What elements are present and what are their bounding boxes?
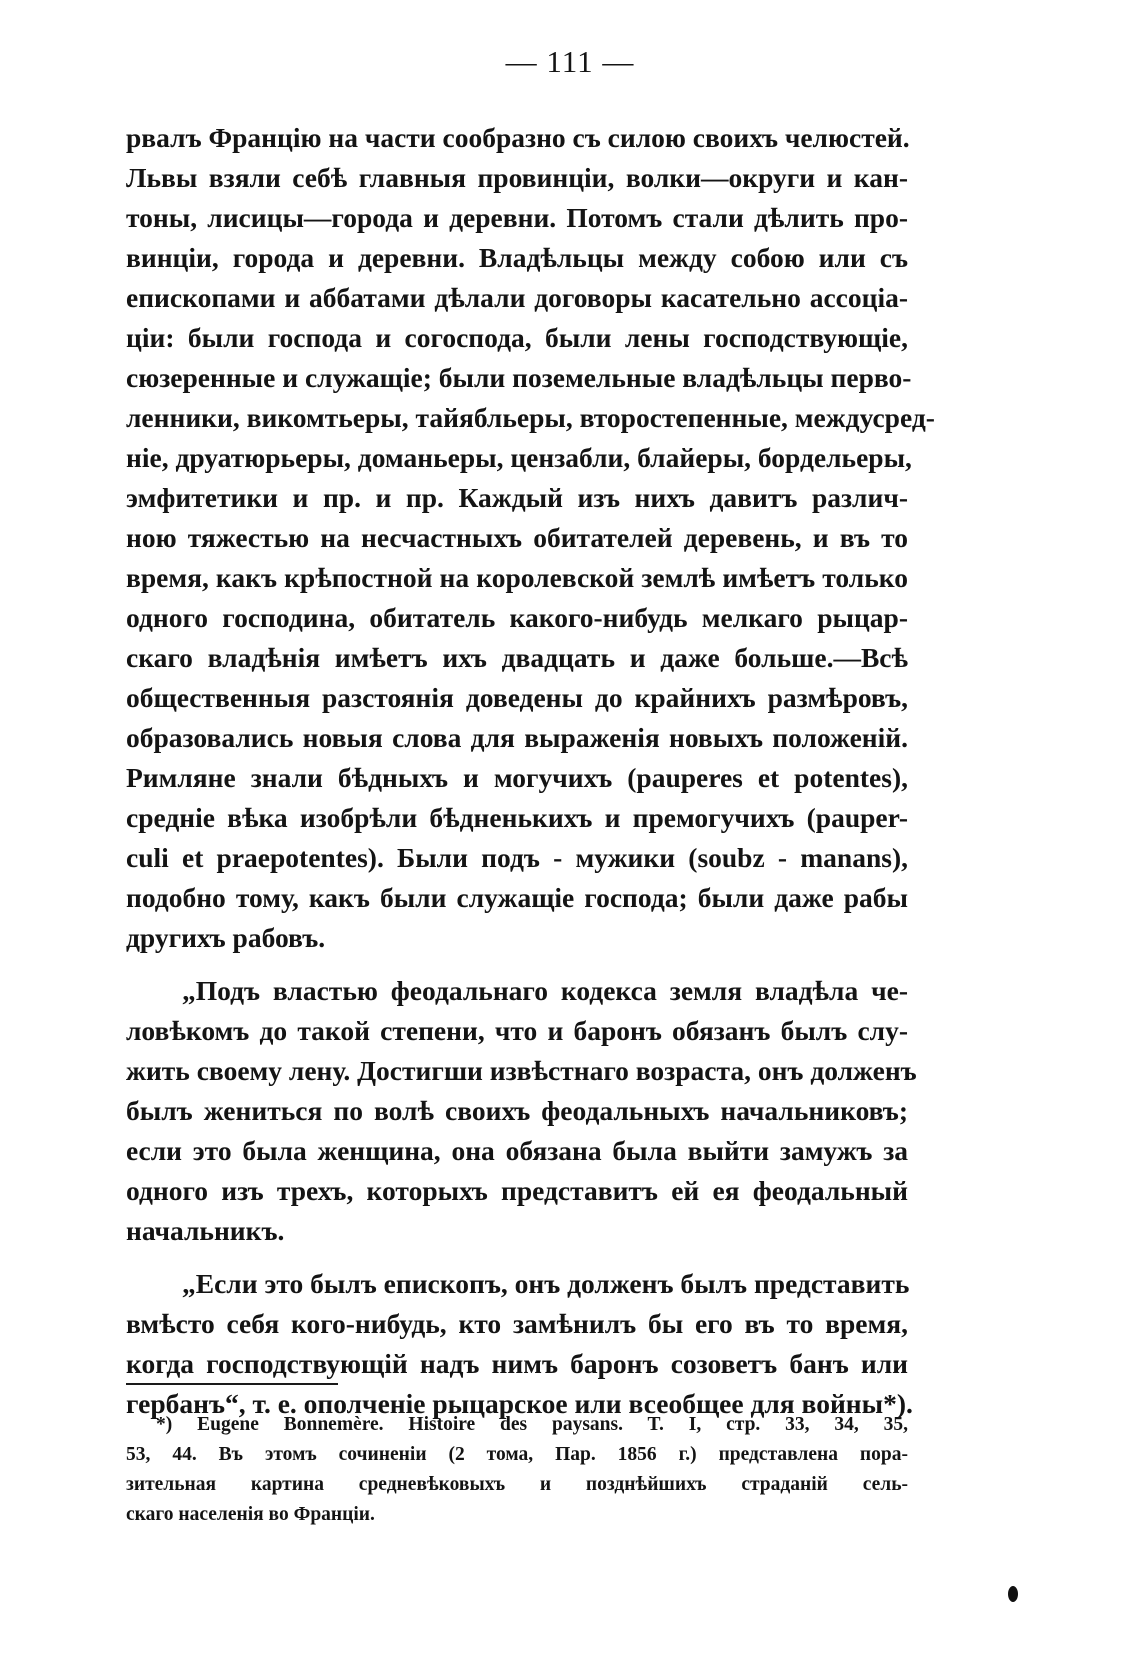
text-line: время, какъ крѣпостной на королевской землѣ имѣетъ только [126,562,908,593]
page-number: — 111 — [505,44,635,79]
text-line: „Подъ властью феодальнаго кодекса земля владѣла че- [182,975,908,1006]
text-line: ціи: были господа и согоспода, были лены господствующіе, [126,322,908,353]
footnote-line: скаго населенія во Франціи. [126,1504,375,1525]
footnote-line: зительная картина средневѣковыхъ и позднѣйшихъ страданій сель- [126,1474,908,1495]
text-line: ленники, викомтьеры, тайябльеры, второстепенные, междусред- [126,402,935,433]
footnote-separator [126,1383,338,1385]
text-line: ною тяжестью на несчастныхъ обитателей деревень, и въ то [126,522,908,553]
paragraph-gap [126,958,908,971]
text-line: одного господина, обитатель какого-нибудь мелкаго рыцар- [126,602,908,633]
text-line: одного изъ трехъ, которыхъ представитъ ей ея феодальный [126,1175,908,1206]
text-line: образовались новыя слова для выраженія новыхъ положеній. [126,722,908,753]
text-line: Римляне знали бѣдныхъ и могучихъ (pauperes et potentes), [126,762,908,793]
text-line: средніе вѣка изобрѣли бѣдненькихъ и премогучихъ (pauper- [126,802,908,833]
text-line: ніе, друатюрьеры, доманьеры, цензабли, блайеры, бордельеры, [126,442,912,473]
footnote-line: *) Eugene Bonnemère. Histoire des paysans. T. I, стр. 33, 34, 35, [156,1414,908,1435]
text-line: общественныя разстоянія доведены до крайнихъ размѣровъ, [126,682,908,713]
text-line: „Если это былъ епископъ, онъ долженъ былъ представить [182,1268,910,1299]
text-line: если это была женщина, она обязана была выйти замужъ за [126,1135,908,1166]
text-line: епископами и аббатами дѣлали договоры касательно ассоціа- [126,282,908,313]
footnote-line: 53, 44. Въ этомъ сочиненіи (2 тома, Пар. 1856 г.) представлена пора- [126,1444,908,1465]
text-line: сюзеренные и служащіе; были поземельные владѣльцы перво- [126,362,912,393]
text-line: жить своему лену. Достигши извѣстнаго возраста, онъ долженъ [126,1055,917,1086]
paragraph-2 [126,971,917,1251]
text-line: рвалъ Францію на части сообразно съ силою своихъ челюстей. [126,122,910,153]
text-line: подобно тому, какъ были служащіе господа; были даже рабы [126,882,908,913]
ink-speck [1008,1586,1018,1602]
footnote [126,1410,908,1530]
text-line: начальникъ. [126,1215,285,1246]
text-line: ловѣкомъ до такой степени, что и баронъ обязанъ былъ слу- [126,1015,908,1046]
text-line: другихъ рабовъ. [126,922,326,953]
text-line: когда господствующій надъ нимъ баронъ созоветъ банъ или [126,1348,908,1379]
paragraph-3 [126,1264,913,1424]
text-line: тоны, лисицы—города и деревни. Потомъ стали дѣлить про- [126,202,908,233]
paragraph-gap [126,1251,908,1264]
text-line: былъ жениться по волѣ своихъ феодальныхъ начальниковъ; [126,1095,908,1126]
text-line: гербанъ“, т. е. ополченіе рыцарское или всеобщее для войны*). [126,1388,913,1419]
text-line: винціи, города и деревни. Владѣльцы между собою или съ [126,242,908,273]
text-line: скаго владѣнія имѣетъ ихъ двадцать и даже больше.—Всѣ [126,642,908,673]
text-line: эмфитетики и пр. и пр. Каждый изъ нихъ давитъ различ- [126,482,908,513]
text-line: culi et praepotentes). Были подъ - мужики (soubz - manans), [126,842,908,873]
paragraph-1 [126,118,935,958]
text-line: Львы взяли себѣ главныя провинціи, волки—округи и кан- [126,162,908,193]
text-line: вмѣсто себя кого-нибудь, кто замѣнилъ бы его въ то время, [126,1308,908,1339]
main-text [126,118,935,1424]
